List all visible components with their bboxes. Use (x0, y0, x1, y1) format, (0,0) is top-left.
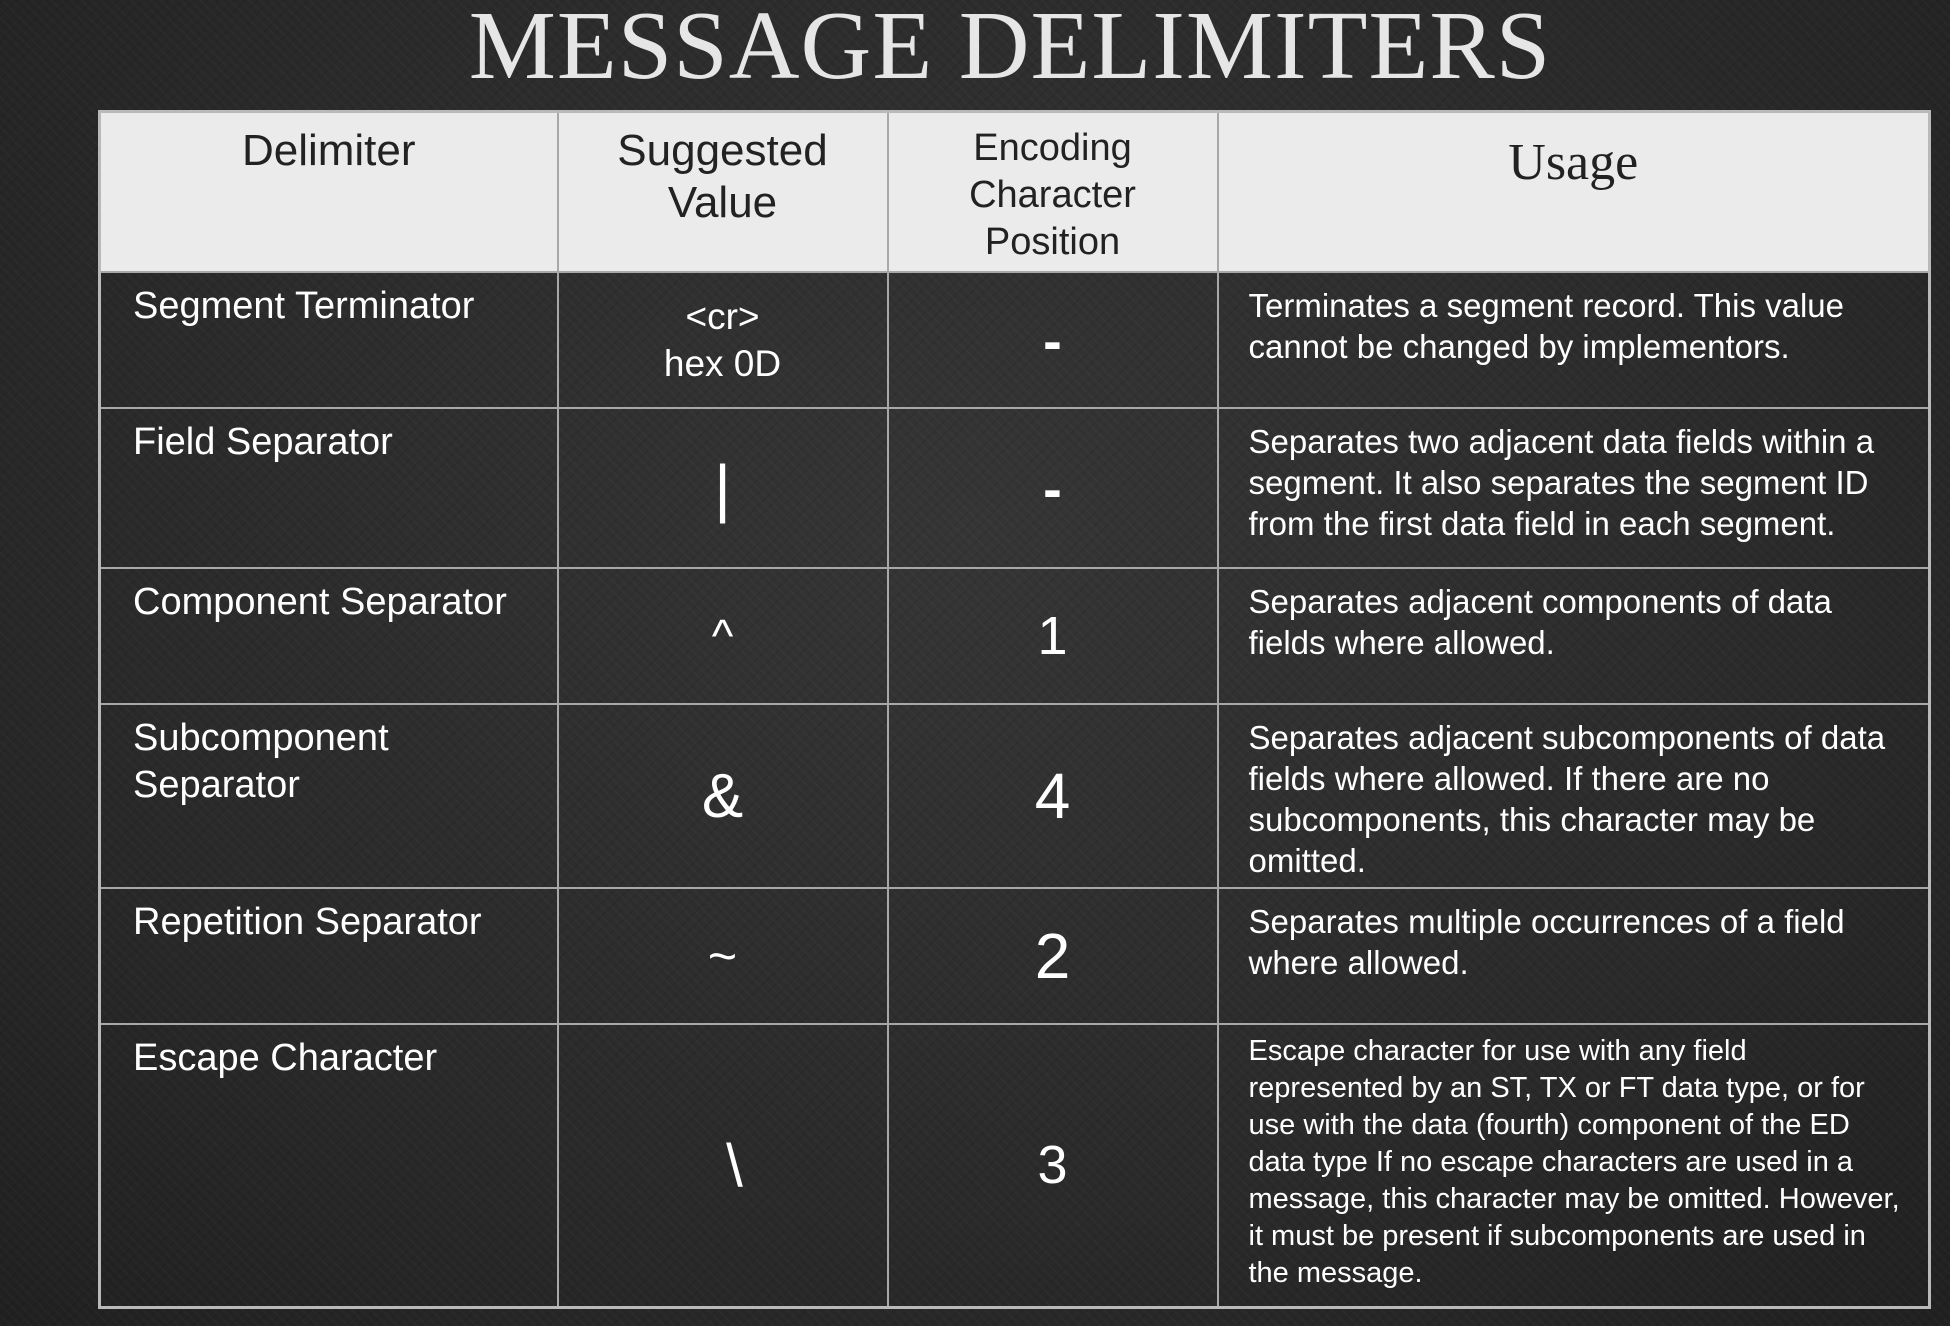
encoding-position-cell: - (888, 272, 1218, 408)
table-row-field-separator (100, 408, 1930, 568)
suggested-value-cell: <cr> hex 0D (558, 272, 888, 408)
delimiter-cell: Segment Terminator (100, 272, 558, 408)
table-row-segment-terminator (100, 272, 1930, 408)
delimiter-cell: Subcomponent Separator (100, 704, 558, 888)
encoding-position-cell: 3 (888, 1024, 1218, 1307)
delimiter-cell: Repetition Separator (100, 888, 558, 1024)
suggested-value-cell: | (558, 408, 888, 568)
usage-cell: Separates adjacent components of data fields where allowed. (1218, 568, 1930, 704)
usage-cell: Separates multiple occurrences of a field where allowed. (1218, 888, 1930, 1024)
table-row-escape-character (100, 1024, 1930, 1307)
header-delimiter: Delimiter (100, 112, 558, 273)
suggested-value-cell: & (558, 704, 888, 888)
suggested-value-cell: ^ (558, 568, 888, 704)
encoding-position-cell: 4 (888, 704, 1218, 888)
suggested-value-cell: ~ (558, 888, 888, 1024)
header-usage: Usage (1218, 112, 1930, 273)
delimiters-table (98, 110, 1931, 1309)
delimiter-cell: Component Separator (100, 568, 558, 704)
encoding-position-cell: 1 (888, 568, 1218, 704)
suggested-value-cell: \ (558, 1024, 888, 1307)
delimiter-cell: Field Separator (100, 408, 558, 568)
header-suggested-value: Suggested Value (558, 112, 888, 273)
usage-cell: Separates two adjacent data fields within a segment. It also separates the segment ID from the first data field in each segment. (1218, 408, 1930, 568)
usage-cell: Separates adjacent subcomponents of data fields where allowed. If there are no subcomponents, this character may be omitted. (1218, 704, 1930, 888)
encoding-position-cell: - (888, 408, 1218, 568)
table-row-repetition-separator (100, 888, 1930, 1024)
table-row-subcomponent-separator (100, 704, 1930, 888)
table-row-component-separator (100, 568, 1930, 704)
encoding-position-cell: 2 (888, 888, 1218, 1024)
table-header-row (100, 112, 1930, 273)
usage-cell: Escape character for use with any field represented by an ST, TX or FT data type, or for use with the data (fourth) component of the ED data type If no escape characters are used in a message, this character may be omitted. However, it must be present if subcomponents are used in the message. (1218, 1024, 1930, 1307)
header-encoding-position: Encoding Character Position (888, 112, 1218, 273)
slide-title: MESSAGE DELIMITERS (468, 0, 1552, 100)
delimiter-cell: Escape Character (100, 1024, 558, 1307)
usage-cell: Terminates a segment record. This value cannot be changed by implementors. (1218, 272, 1930, 408)
